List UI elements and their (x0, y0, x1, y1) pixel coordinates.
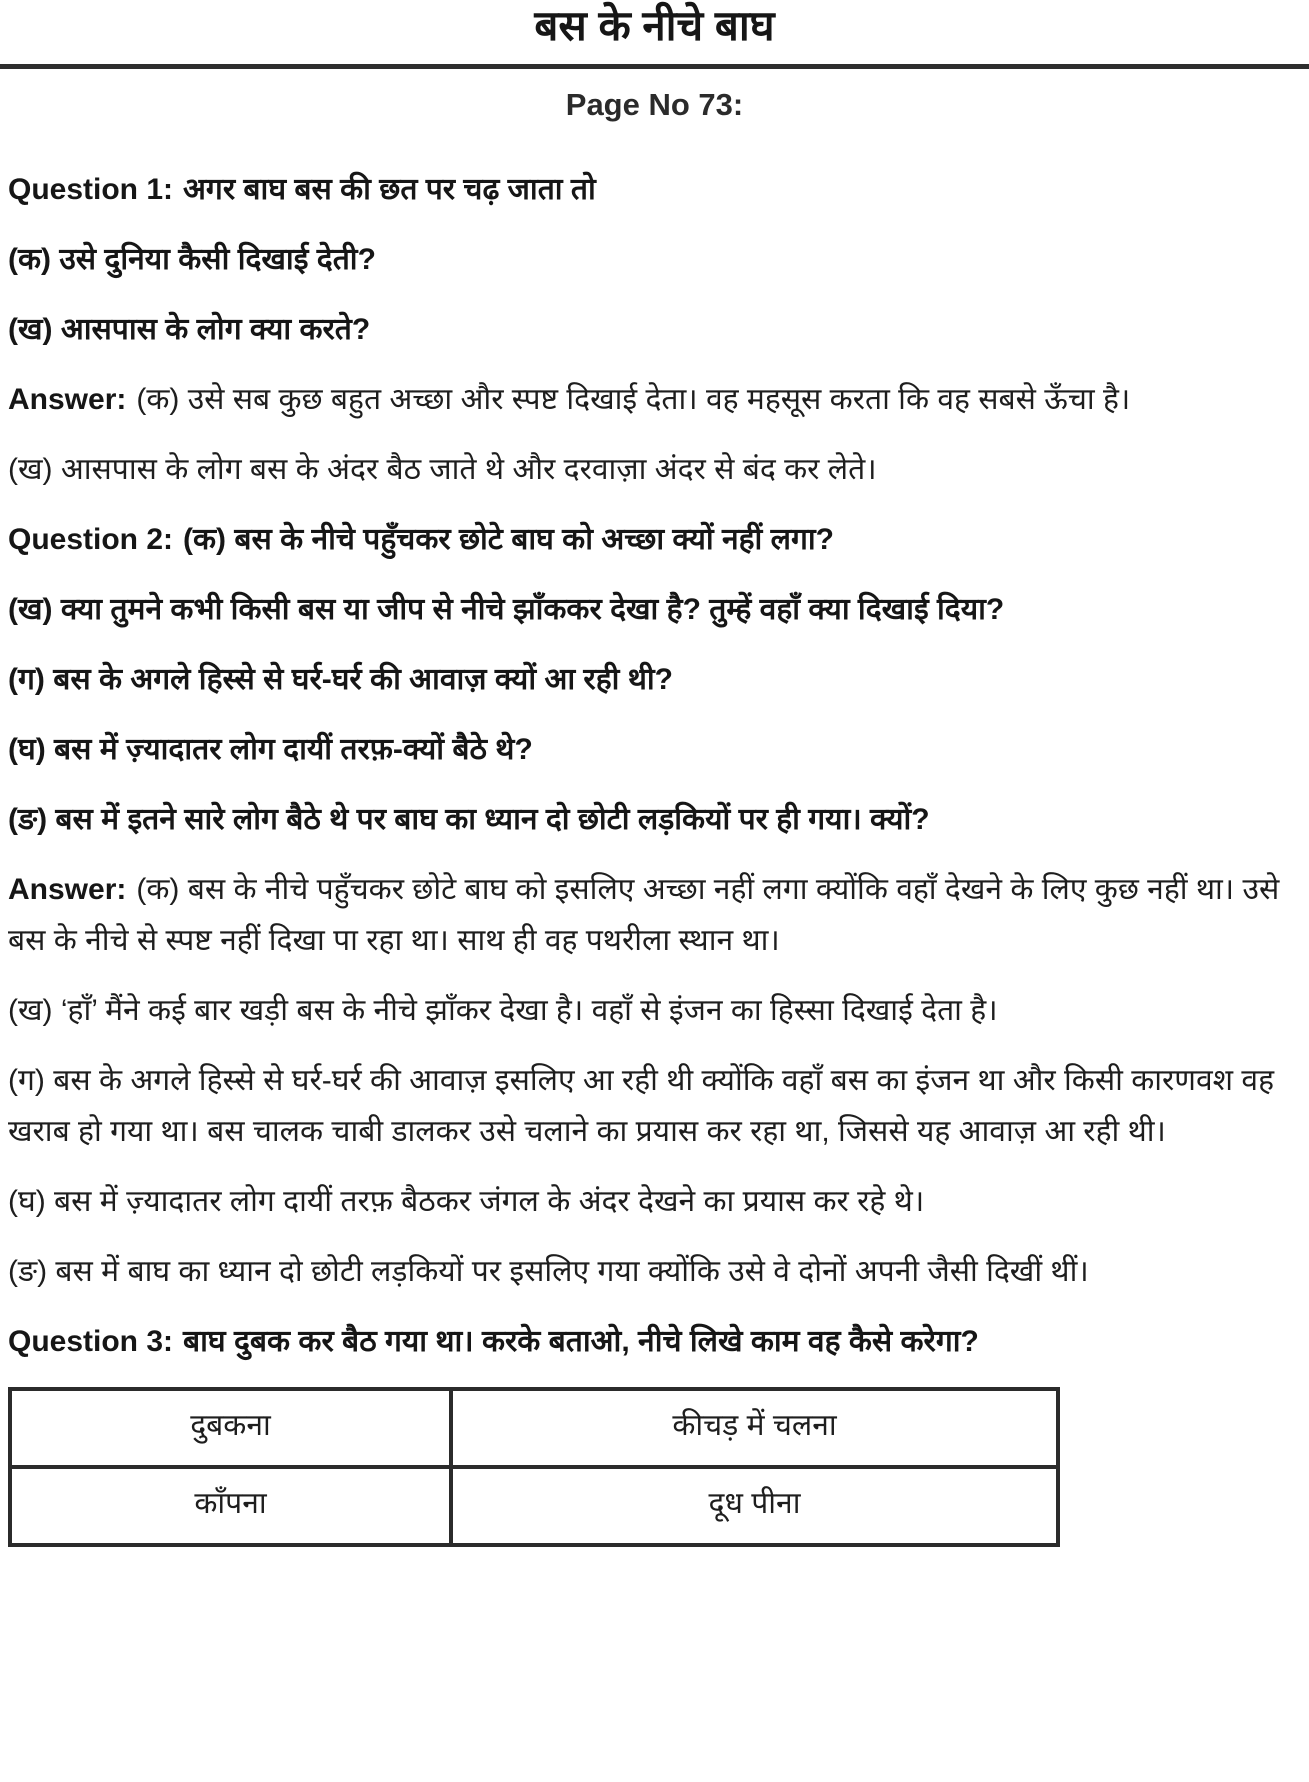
question-1-text: अगर बाघ बस की छत पर चढ़ जाता तो (183, 173, 596, 207)
answer-2-label: Answer: (8, 873, 127, 907)
question-2-sub-d (8, 724, 1301, 775)
document-page (0, 2, 1309, 1547)
answer-2-sub-e (8, 1246, 1301, 1297)
question-2-sub-b (8, 584, 1301, 635)
question-3-label: Question 3: (8, 1325, 174, 1359)
question-2-text: (क) बस के नीचे पहुँचकर छोटे बाघ को अच्छा क्यों नहीं लगा? (183, 523, 834, 557)
question-2-sub-e (8, 794, 1301, 845)
answer-1-sub-b (8, 444, 1301, 495)
question-1 (8, 164, 1301, 215)
question-2-label: Question 2: (8, 523, 174, 557)
question-1-sub-b (8, 304, 1301, 355)
question-1-sub-a (8, 234, 1301, 285)
page-number-label: Page No 73: (565, 87, 744, 123)
answer-2-sub-d-text: (घ) बस में ज़्यादातर लोग दायीं तरफ़ बैठकर जंगल के अंदर देखने का प्रयास कर रहे थे। (8, 1185, 925, 1219)
question-1-label: Question 1: (8, 173, 174, 207)
answer-1-sub-b-text: (ख) आसपास के लोग बस के अंदर बैठ जाते थे और दरवाज़ा अंदर से बंद कर लेते। (8, 453, 877, 487)
question-2-sub-e-text: (ङ) बस में इतने सारे लोग बैठे थे पर बाघ का ध्यान दो छोटी लड़कियों पर ही गया। क्यों? (8, 803, 930, 837)
question-2-sub-d-text: (घ) बस में ज़्यादातर लोग दायीं तरफ़-क्यों बैठे थे? (8, 733, 533, 767)
question-2-sub-c (8, 654, 1301, 705)
question-3-text: बाघ दुबक कर बैठ गया था। करके बताओ, नीचे लिखे काम वह कैसे करेगा? (183, 1325, 979, 1359)
activity-table (8, 1387, 1060, 1547)
question-3 (8, 1316, 1301, 1367)
answer-2-sub-b-text: (ख) ‘हाँ’ मैंने कई बार खड़ी बस के नीचे झाँकर देखा है। वहाँ से इंजन का हिस्सा दिखाई देता है। (8, 994, 998, 1028)
answer-2-sub-b (8, 985, 1301, 1036)
question-2-sub-c-text: (ग) बस के अगले हिस्से से घर्र-घर्र की आवाज़ क्यों आ रही थी? (8, 663, 674, 697)
qa-content (8, 164, 1301, 1367)
title-divider (0, 64, 1309, 69)
answer-2-sub-e-text: (ङ) बस में बाघ का ध्यान दो छोटी लड़कियों पर इसलिए गया क्योंकि उसे वे दोनों अपनी जैसी दिखीं थीं। (8, 1255, 1089, 1289)
question-2 (8, 514, 1301, 565)
answer-2-sub-c-text: (ग) बस के अगले हिस्से से घर्र-घर्र की आवाज़ इसलिए आ रही थी क्योंकि वहाँ बस का इंजन था और किसी कारणवश वह खराब हो गया था। बस चालक चाबी डालकर उसे चलाने का प्रयास कर रहा था, जिससे यह आवाज़ आ रही थी। (8, 1064, 1275, 1149)
table-cell-left: दुबकना (10, 1389, 451, 1467)
answer-2 (8, 864, 1301, 966)
question-1-sub-b-text: (ख) आसपास के लोग क्या करते? (8, 313, 371, 347)
table-cell-right: दूध पीना (451, 1467, 1058, 1545)
question-2-sub-b-text: (ख) क्या तुमने कभी किसी बस या जीप से नीचे झाँककर देखा है? तुम्हें वहाँ क्या दिखाई दिया? (8, 593, 1005, 627)
table-cell-left: काँपना (10, 1467, 451, 1545)
table-cell-right: कीचड़ में चलना (451, 1389, 1058, 1467)
answer-2-text: (क) बस के नीचे पहुँचकर छोटे बाघ को इसलिए अच्छा नहीं लगा क्योंकि वहाँ देखने के लिए कुछ नहीं था। उसे बस के नीचे से स्पष्ट नहीं दिखा पा रहा था। साथ ही वह पथरीला स्थान था। (8, 873, 1280, 958)
answer-2-sub-d (8, 1176, 1301, 1227)
question-1-sub-a-text: (क) उसे दुनिया कैसी दिखाई देती? (8, 243, 376, 277)
answer-1-label: Answer: (8, 383, 127, 417)
table-row (10, 1467, 1058, 1545)
answer-1 (8, 374, 1301, 425)
page-title: बस के नीचे बाघ (534, 2, 775, 49)
answer-1-text: (क) उसे सब कुछ बहुत अच्छा और स्पष्ट दिखाई देता। वह महसूस करता कि वह सबसे ऊँचा है। (136, 383, 1131, 417)
table-row (10, 1389, 1058, 1467)
answer-2-sub-c (8, 1055, 1301, 1157)
